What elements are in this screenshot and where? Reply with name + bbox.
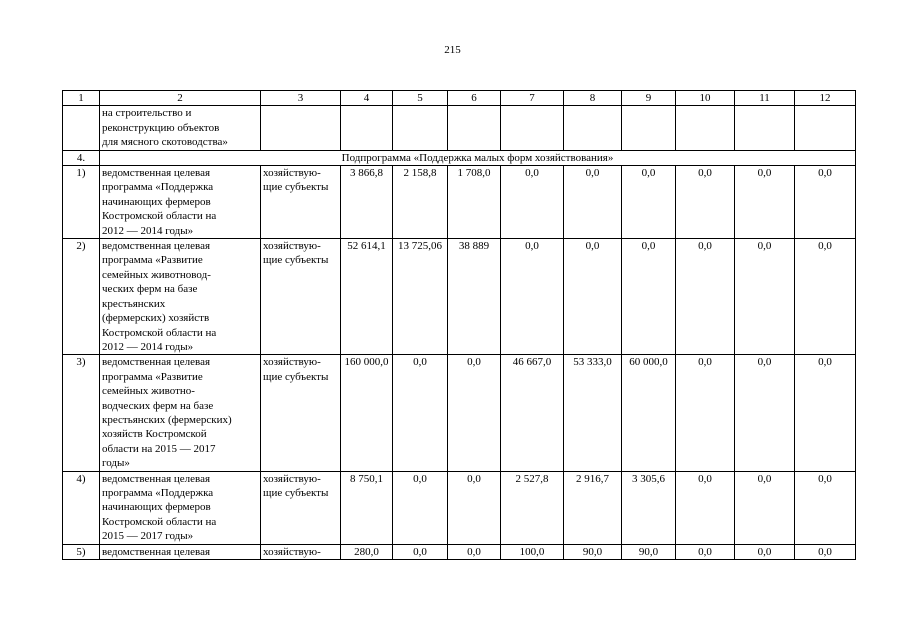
value-cell: 0,0 xyxy=(393,471,448,544)
text-line: крестьянских xyxy=(102,297,166,310)
text-line: ческих ферм на базе xyxy=(102,283,198,296)
column-header: 4 xyxy=(341,91,393,106)
text-line: на строительство и xyxy=(102,107,192,120)
value-cell: 0,0 xyxy=(735,166,795,239)
text-line: реконструкцию объектов xyxy=(102,121,220,134)
table-row xyxy=(63,544,856,559)
text-line: водческих ферм на базе xyxy=(102,399,214,412)
value-cell: 100,0 xyxy=(501,544,564,559)
column-header: 11 xyxy=(735,91,795,106)
value-cell: 0,0 xyxy=(676,355,735,471)
table-row xyxy=(63,166,856,239)
text-line: Костромской области на xyxy=(102,515,217,528)
measure-name xyxy=(100,471,261,544)
value-cell: 90,0 xyxy=(622,544,676,559)
value-cell xyxy=(448,106,501,150)
value-cell xyxy=(735,106,795,150)
row-index: 2) xyxy=(63,239,100,355)
value-cell: 90,0 xyxy=(564,544,622,559)
text-line: годы» xyxy=(102,457,130,470)
value-cell: 2 916,7 xyxy=(564,471,622,544)
section-index: 4. xyxy=(63,150,100,165)
continuation-row xyxy=(63,106,856,150)
value-cell: 13 725,06 xyxy=(393,239,448,355)
value-cell: 0,0 xyxy=(622,239,676,355)
text-line: семейных животно- xyxy=(102,385,195,398)
executor-cell xyxy=(261,544,341,559)
text-line: семейных животновод- xyxy=(102,268,211,281)
value-cell xyxy=(795,106,856,150)
text-line: 2012 — 2014 годы» xyxy=(102,224,194,237)
section-row xyxy=(63,150,856,165)
measure-name xyxy=(100,166,261,239)
value-cell: 3 866,8 xyxy=(341,166,393,239)
value-cell: 0,0 xyxy=(501,239,564,355)
text-line: щие субъекты xyxy=(263,254,329,267)
value-cell: 0,0 xyxy=(676,239,735,355)
executor-cell xyxy=(261,355,341,471)
value-cell: 0,0 xyxy=(795,239,856,355)
text-line: области на 2015 — 2017 xyxy=(102,442,216,455)
text-line: начинающих фермеров xyxy=(102,195,211,208)
budget-table xyxy=(62,90,856,560)
row-index: 1) xyxy=(63,166,100,239)
row-index: 5) xyxy=(63,544,100,559)
value-cell: 0,0 xyxy=(735,239,795,355)
text-line: Костромской области на xyxy=(102,210,217,223)
value-cell xyxy=(393,106,448,150)
text-line: щие субъекты xyxy=(263,181,329,194)
text-line: хозяйствую- xyxy=(263,545,321,558)
value-cell: 0,0 xyxy=(564,239,622,355)
column-header: 1 xyxy=(63,91,100,106)
text-line: хозяйствую- xyxy=(263,167,321,180)
value-cell: 0,0 xyxy=(735,544,795,559)
value-cell: 0,0 xyxy=(448,471,501,544)
value-cell: 0,0 xyxy=(564,166,622,239)
page-number: 215 xyxy=(444,44,461,56)
text-line: хозяйствую- xyxy=(263,356,321,369)
executor-cell xyxy=(261,239,341,355)
table-row xyxy=(63,355,856,471)
value-cell: 0,0 xyxy=(676,544,735,559)
value-cell: 0,0 xyxy=(735,355,795,471)
column-header: 10 xyxy=(676,91,735,106)
text-line: ведомственная целевая xyxy=(102,356,211,369)
section-title: Подпрограмма «Поддержка малых форм хозяйствования» xyxy=(100,150,856,165)
value-cell: 0,0 xyxy=(795,166,856,239)
value-cell: 53 333,0 xyxy=(564,355,622,471)
text-line: хозяйствую- xyxy=(263,472,321,485)
executor-cell xyxy=(261,471,341,544)
measure-name xyxy=(100,239,261,355)
executor-cell xyxy=(261,106,341,150)
text-line: крестьянских (фермерских) xyxy=(102,413,232,426)
value-cell: 0,0 xyxy=(676,471,735,544)
column-header: 9 xyxy=(622,91,676,106)
text-line: программа «Развитие xyxy=(102,254,203,267)
value-cell: 0,0 xyxy=(393,355,448,471)
text-line: программа «Поддержка xyxy=(102,486,214,499)
text-line: Костромской области на xyxy=(102,326,217,339)
value-cell: 0,0 xyxy=(735,471,795,544)
text-line: щие субъекты xyxy=(263,370,329,383)
value-cell xyxy=(676,106,735,150)
value-cell: 0,0 xyxy=(795,471,856,544)
column-header: 3 xyxy=(261,91,341,106)
value-cell: 0,0 xyxy=(448,355,501,471)
text-line: ведомственная целевая xyxy=(102,167,211,180)
value-cell: 52 614,1 xyxy=(341,239,393,355)
value-cell: 60 000,0 xyxy=(622,355,676,471)
value-cell xyxy=(501,106,564,150)
value-cell: 0,0 xyxy=(448,544,501,559)
value-cell: 160 000,0 xyxy=(341,355,393,471)
value-cell: 1 708,0 xyxy=(448,166,501,239)
value-cell: 0,0 xyxy=(795,544,856,559)
value-cell: 38 889 xyxy=(448,239,501,355)
value-cell: 0,0 xyxy=(393,544,448,559)
table-row xyxy=(63,239,856,355)
text-line: щие субъекты xyxy=(263,486,329,499)
text-line: начинающих фермеров xyxy=(102,501,211,514)
column-header: 2 xyxy=(100,91,261,106)
text-line: программа «Поддержка xyxy=(102,181,214,194)
text-line: 2012 — 2014 годы» xyxy=(102,340,194,353)
value-cell: 2 527,8 xyxy=(501,471,564,544)
value-cell: 0,0 xyxy=(501,166,564,239)
text-line: ведомственная целевая xyxy=(102,240,211,253)
text-line: 2015 — 2017 годы» xyxy=(102,530,194,543)
column-header: 8 xyxy=(564,91,622,106)
value-cell: 8 750,1 xyxy=(341,471,393,544)
table-header-row xyxy=(63,91,856,106)
executor-cell xyxy=(261,166,341,239)
value-cell xyxy=(622,106,676,150)
column-header: 12 xyxy=(795,91,856,106)
table-row xyxy=(63,471,856,544)
text-line: хозяйствую- xyxy=(263,240,321,253)
column-header: 7 xyxy=(501,91,564,106)
text-line: ведомственная целевая xyxy=(102,472,211,485)
text-line: ведомственная целевая xyxy=(102,545,211,558)
value-cell: 0,0 xyxy=(622,166,676,239)
value-cell: 280,0 xyxy=(341,544,393,559)
measure-name xyxy=(100,106,261,150)
value-cell: 0,0 xyxy=(676,166,735,239)
measure-name xyxy=(100,544,261,559)
text-line: программа «Развитие xyxy=(102,370,203,383)
measure-name xyxy=(100,355,261,471)
row-index: 3) xyxy=(63,355,100,471)
value-cell: 0,0 xyxy=(795,355,856,471)
text-line: для мясного скотоводства» xyxy=(102,136,228,149)
row-index xyxy=(63,106,100,150)
value-cell xyxy=(341,106,393,150)
text-line: (фермерских) хозяйств xyxy=(102,312,210,325)
value-cell: 3 305,6 xyxy=(622,471,676,544)
text-line: хозяйств Костромской xyxy=(102,428,207,441)
column-header: 5 xyxy=(393,91,448,106)
value-cell: 2 158,8 xyxy=(393,166,448,239)
column-header: 6 xyxy=(448,91,501,106)
row-index: 4) xyxy=(63,471,100,544)
value-cell xyxy=(564,106,622,150)
value-cell: 46 667,0 xyxy=(501,355,564,471)
